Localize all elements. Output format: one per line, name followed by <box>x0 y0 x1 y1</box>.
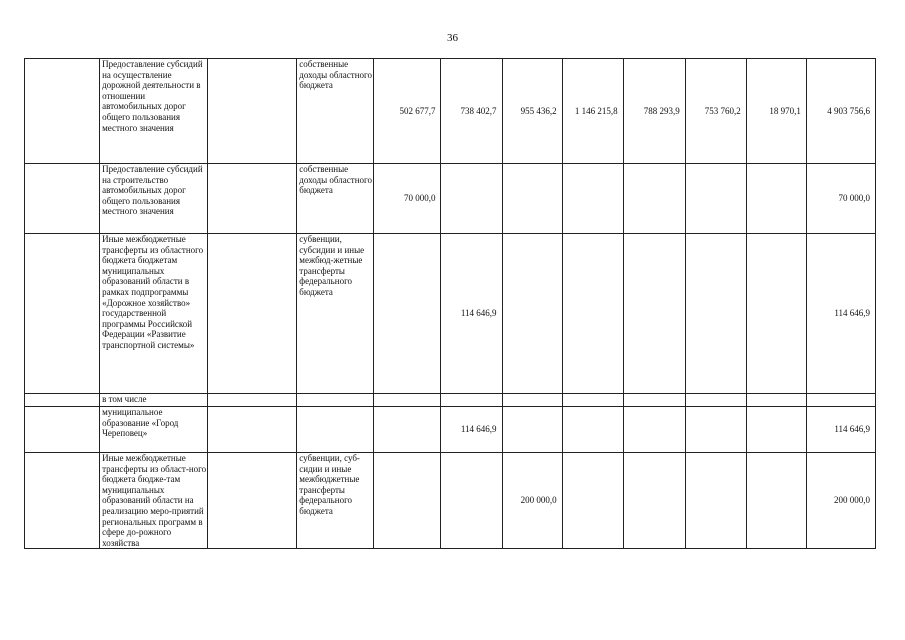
value-cell <box>746 234 806 394</box>
table-row <box>25 234 876 394</box>
total-cell: 70 000,0 <box>806 164 875 234</box>
value-cell <box>746 407 806 453</box>
value-cell <box>685 394 746 407</box>
empty-cell <box>208 407 297 453</box>
empty-cell <box>25 407 100 453</box>
total-cell: 114 646,9 <box>806 234 875 394</box>
table-row <box>25 59 876 164</box>
value-cell: 114 646,9 <box>441 234 502 394</box>
total-cell: 200 000,0 <box>806 453 875 549</box>
value-cell <box>623 234 685 394</box>
subheading-in-including: в том числе <box>100 394 208 407</box>
funding-source <box>297 394 374 407</box>
value-cell <box>562 453 623 549</box>
empty-cell <box>25 453 100 549</box>
value-cell <box>502 394 562 407</box>
empty-cell <box>208 164 297 234</box>
funding-source: собственные доходы областного бюджета <box>297 59 374 164</box>
value-cell <box>562 394 623 407</box>
value-cell <box>685 453 746 549</box>
value-cell <box>746 453 806 549</box>
empty-cell <box>25 164 100 234</box>
empty-cell <box>208 453 297 549</box>
page-number: 36 <box>447 32 458 44</box>
value-cell <box>623 164 685 234</box>
measure-description: Предоставление субсидий на строительство автомобильных дорог общего пользования местного значения <box>100 164 208 234</box>
measure-description: муниципальное образование «Город Череповец» <box>100 407 208 453</box>
measure-description: Иные межбюджетные трансферты из област-ного бюджета бюдже-там муниципальных образований области на реализацию меро-приятий региональных программ в сфере до-рожного хозяйства <box>100 453 208 549</box>
table-row <box>25 394 876 407</box>
empty-cell <box>208 394 297 407</box>
value-cell <box>441 453 502 549</box>
table-row <box>25 453 876 549</box>
measure-description: Иные межбюджетные трансферты из областного бюджета бюджетам муниципальных образований области в рамках подпрограммы «Дорожное хозяйство» государственной программы Российской Федерации «Развитие транспортной системы» <box>100 234 208 394</box>
value-cell <box>374 394 441 407</box>
empty-cell <box>25 394 100 407</box>
budget-table <box>24 58 876 549</box>
funding-source: субвенции, суб-сидии и иные межбюджетные трансферты федерального бюджета <box>297 453 374 549</box>
value-cell <box>623 407 685 453</box>
value-cell: 502 677,7 <box>374 59 441 164</box>
value-cell <box>441 394 502 407</box>
value-cell <box>374 453 441 549</box>
value-cell <box>502 407 562 453</box>
total-cell: 4 903 756,6 <box>806 59 875 164</box>
value-cell <box>562 407 623 453</box>
value-cell <box>562 164 623 234</box>
value-cell: 18 970,1 <box>746 59 806 164</box>
value-cell <box>685 407 746 453</box>
value-cell <box>441 164 502 234</box>
value-cell <box>685 164 746 234</box>
value-cell <box>374 407 441 453</box>
value-cell: 788 293,9 <box>623 59 685 164</box>
value-cell <box>746 164 806 234</box>
value-cell: 738 402,7 <box>441 59 502 164</box>
funding-source <box>297 407 374 453</box>
value-cell <box>502 164 562 234</box>
funding-source: собственные доходы областного бюджета <box>297 164 374 234</box>
value-cell: 1 146 215,8 <box>562 59 623 164</box>
value-cell <box>502 234 562 394</box>
measure-description: Предоставление субсидий на осуществление дорожной деятельности в отношении автомобильных дорог общего пользования местного значения <box>100 59 208 164</box>
value-cell: 70 000,0 <box>374 164 441 234</box>
value-cell: 114 646,9 <box>441 407 502 453</box>
value-cell: 753 760,2 <box>685 59 746 164</box>
value-cell <box>374 234 441 394</box>
empty-cell <box>208 59 297 164</box>
value-cell <box>746 394 806 407</box>
table-row <box>25 164 876 234</box>
value-cell <box>562 234 623 394</box>
value-cell: 955 436,2 <box>502 59 562 164</box>
value-cell <box>623 394 685 407</box>
funding-source: субвенции, субсидии и иные межбюд-жетные трансферты федерального бюджета <box>297 234 374 394</box>
empty-cell <box>25 234 100 394</box>
value-cell: 200 000,0 <box>502 453 562 549</box>
value-cell <box>685 234 746 394</box>
value-cell <box>623 453 685 549</box>
total-cell: 114 646,9 <box>806 407 875 453</box>
total-cell <box>806 394 875 407</box>
empty-cell <box>208 234 297 394</box>
empty-cell <box>25 59 100 164</box>
table-row <box>25 407 876 453</box>
